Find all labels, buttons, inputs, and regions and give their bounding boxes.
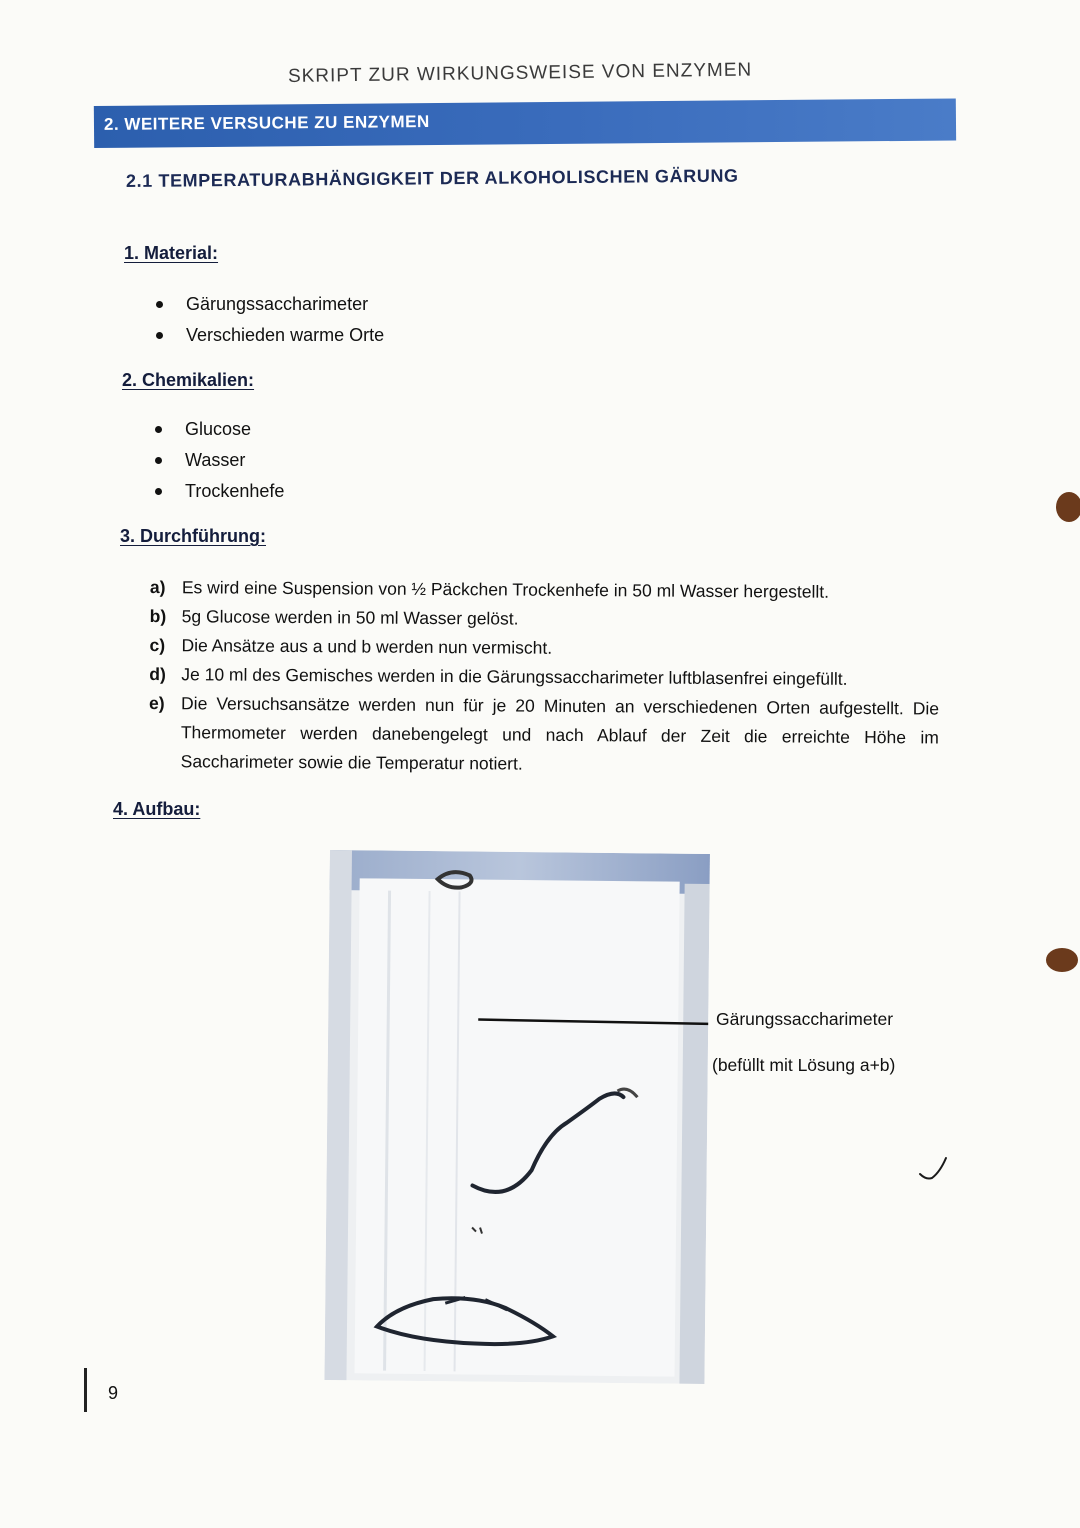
durchfuehrung-steps bbox=[149, 573, 940, 782]
saccharimeter-drawing bbox=[324, 850, 710, 1384]
photo-right-edge bbox=[679, 884, 709, 1384]
material-heading: 1. Material: bbox=[124, 243, 219, 263]
chemikalien-heading: 2. Chemikalien: bbox=[122, 370, 255, 390]
list-item: Trockenhefe bbox=[153, 476, 284, 507]
section-bar bbox=[94, 98, 956, 148]
list-item: Verschieden warme Orte bbox=[154, 320, 384, 351]
aufbau-label-line2: (befüllt mit Lösung a+b) bbox=[712, 1055, 896, 1075]
page-margin-marker bbox=[84, 1368, 87, 1412]
photo-inner-panel bbox=[355, 878, 680, 1376]
list-item: Glucose bbox=[153, 414, 284, 445]
document-header-title: SKRIPT ZUR WIRKUNGSWEISE VON ENZYMEN bbox=[287, 59, 753, 87]
list-item: a) Es wird eine Suspension von ½ Päckchen Trockenhefe in 50 ml Wasser hergestellt. bbox=[149, 576, 830, 602]
bullet-icon bbox=[155, 426, 162, 433]
bullet-icon bbox=[155, 488, 162, 495]
durchfuehrung-heading: 3. Durchführung: bbox=[120, 526, 266, 546]
list-item: b) 5g Glucose werden in 50 ml Wasser gelöst. bbox=[149, 605, 519, 629]
list-item: Gärungssaccharimeter bbox=[154, 289, 384, 320]
material-list bbox=[154, 289, 384, 351]
aufbau-label-line1: Gärungssaccharimeter bbox=[716, 1009, 894, 1029]
aufbau-heading: 4. Aufbau: bbox=[113, 799, 201, 819]
bullet-icon bbox=[156, 332, 163, 339]
chemikalien-list bbox=[153, 414, 284, 507]
bullet-icon bbox=[156, 301, 163, 308]
section-label: 2. WEITERE VERSUCHE ZU ENZYMEN bbox=[103, 112, 430, 134]
ink-blot bbox=[1056, 492, 1080, 522]
check-mark-icon bbox=[916, 1152, 950, 1184]
saccharimeter-photo bbox=[324, 850, 710, 1384]
list-item: Wasser bbox=[153, 445, 284, 476]
page-number: 9 bbox=[108, 1383, 119, 1403]
list-item: e) Die Versuchsansätze werden nun für je 20 Minuten an verschiedenen Orten aufgestellt. Die Thermometer werden danebengelegt und nach Ablauf der Zeit die erreichte Höhe im Saccharimeter sowie die Temperatur notiert. bbox=[149, 692, 940, 774]
bullet-icon bbox=[155, 457, 162, 464]
ink-blot bbox=[1046, 948, 1078, 972]
list-item: c) Die Ansätze aus a und b werden nun vermischt. bbox=[149, 634, 553, 658]
list-item: d) Je 10 ml des Gemisches werden in die Gärungssaccharimeter luftblasenfrei eingefüllt. bbox=[149, 663, 848, 689]
subsection-title: 2.1 TEMPERATURABHÄNGIGKEIT DER ALKOHOLISCHEN GÄRUNG bbox=[125, 165, 739, 191]
